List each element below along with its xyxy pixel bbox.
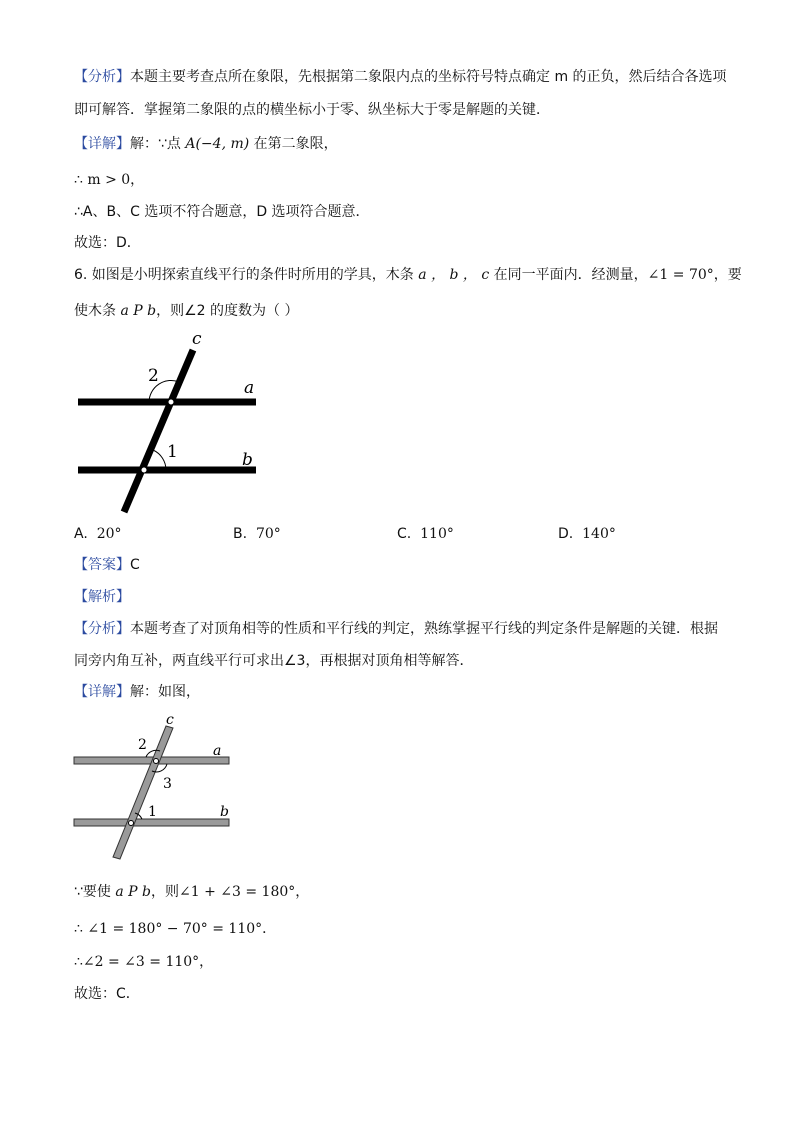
option-c-value: 110° bbox=[420, 526, 454, 542]
option-b-value: 70° bbox=[255, 526, 281, 542]
detail5-line3: ∴A、B、C 选项不符合题意，D 选项符合题意． bbox=[74, 204, 370, 220]
detail5-tag: 【详解】 bbox=[74, 136, 130, 152]
label-3: 3 bbox=[163, 776, 172, 792]
option-b bbox=[233, 525, 281, 543]
pivot-a bbox=[168, 399, 174, 405]
detail5-line2: ∴ m > 0， bbox=[74, 172, 145, 188]
question6-line1 bbox=[74, 266, 742, 284]
analysis6-text1: 本题考查了对顶角相等的性质和平行线的判定，熟练掌握平行线的判定条件是解题的关键．根据 bbox=[130, 621, 718, 637]
detail6-step2: ∴ ∠1 = 180° − 70° = 110°． bbox=[74, 921, 277, 937]
answer-value: C bbox=[130, 557, 140, 573]
detail6-step1 bbox=[74, 883, 309, 901]
detail6-tag: 【详解】 bbox=[74, 684, 130, 700]
pivot-a bbox=[154, 759, 159, 764]
analysis5-tag: 【分析】 bbox=[74, 69, 130, 85]
parallel-lines-figure bbox=[70, 328, 270, 520]
question6-text2-pre: 使木条 bbox=[74, 303, 121, 319]
question6-text1-post: ，要 bbox=[713, 267, 742, 283]
analysis6-line2: 同旁内角互补，两直线平行可求出∠3，再根据对顶角相等解答． bbox=[74, 653, 474, 669]
label-a: a bbox=[244, 378, 255, 398]
label-2: 2 bbox=[148, 366, 159, 386]
option-a-key: A. bbox=[74, 526, 88, 542]
label-2: 2 bbox=[138, 737, 147, 753]
detail5-text1-pre: 解：∵点 bbox=[130, 136, 186, 152]
label-1: 1 bbox=[167, 442, 178, 462]
option-b-key: B. bbox=[233, 526, 248, 542]
label-c: c bbox=[166, 712, 174, 728]
option-a-value: 20° bbox=[96, 526, 122, 542]
detail5-line4: 故选：D． bbox=[74, 235, 141, 251]
question6-line2 bbox=[74, 302, 298, 320]
analysis5-line2: 即可解答．掌握第二象限的点的横坐标小于零、纵坐标大于零是解题的关键． bbox=[74, 102, 550, 118]
option-a bbox=[74, 525, 122, 543]
analysis6-line1 bbox=[74, 620, 718, 638]
detail6-step1-pre: ∵要使 bbox=[74, 884, 116, 900]
detail6-parallel: a P b bbox=[115, 884, 151, 900]
pivot-b bbox=[141, 467, 147, 473]
analysis5-line1 bbox=[74, 68, 727, 86]
detail6-step3: ∴∠2 = ∠3 = 110°， bbox=[74, 954, 214, 970]
question6-text1-mid: 在同一平面内．经测量， bbox=[489, 267, 648, 283]
option-d-value: 140° bbox=[582, 526, 616, 542]
angle1-measure: ∠1 = 70° bbox=[647, 267, 714, 283]
answer-tag: 【答案】 bbox=[74, 557, 130, 573]
solution-figure bbox=[70, 712, 240, 864]
detail5-line1 bbox=[74, 135, 338, 153]
option-d bbox=[558, 525, 616, 543]
detail6-line1 bbox=[74, 683, 200, 701]
label-b: b bbox=[242, 450, 253, 470]
detail6-step4: 故选：C． bbox=[74, 986, 140, 1002]
detail6-text1: 解：如图， bbox=[130, 684, 200, 700]
option-d-key: D. bbox=[558, 526, 574, 542]
point-a-coordinates: A(−4, m) bbox=[185, 136, 250, 152]
question6-text1-pre: 6. 如图是小明探索直线平行的条件时所用的学具，木条 bbox=[74, 267, 419, 283]
pivot-b bbox=[129, 821, 134, 826]
option-c bbox=[397, 525, 454, 543]
detail5-text1-post: 在第二象限， bbox=[249, 136, 338, 152]
strip-b bbox=[74, 819, 229, 826]
answer-line bbox=[74, 556, 140, 574]
label-a: a bbox=[213, 743, 222, 759]
explanation-tag: 【解析】 bbox=[74, 589, 130, 605]
question6-vars: a ， b ， c bbox=[418, 267, 490, 283]
detail6-step1-post: ，则∠1 + ∠3 = 180°， bbox=[151, 884, 310, 900]
analysis6-tag: 【分析】 bbox=[74, 621, 130, 637]
label-b: b bbox=[220, 804, 229, 820]
label-1: 1 bbox=[148, 804, 157, 820]
question6-text2-post: ，则∠2 的度数为（ ） bbox=[156, 303, 299, 319]
label-c: c bbox=[192, 329, 202, 349]
option-c-key: C. bbox=[397, 526, 412, 542]
analysis5-text1: 本题主要考查点所在象限，先根据第二象限内点的坐标符号特点确定 m 的正负，然后结合各选项 bbox=[130, 69, 727, 85]
parallel-condition: a P b bbox=[120, 303, 157, 319]
